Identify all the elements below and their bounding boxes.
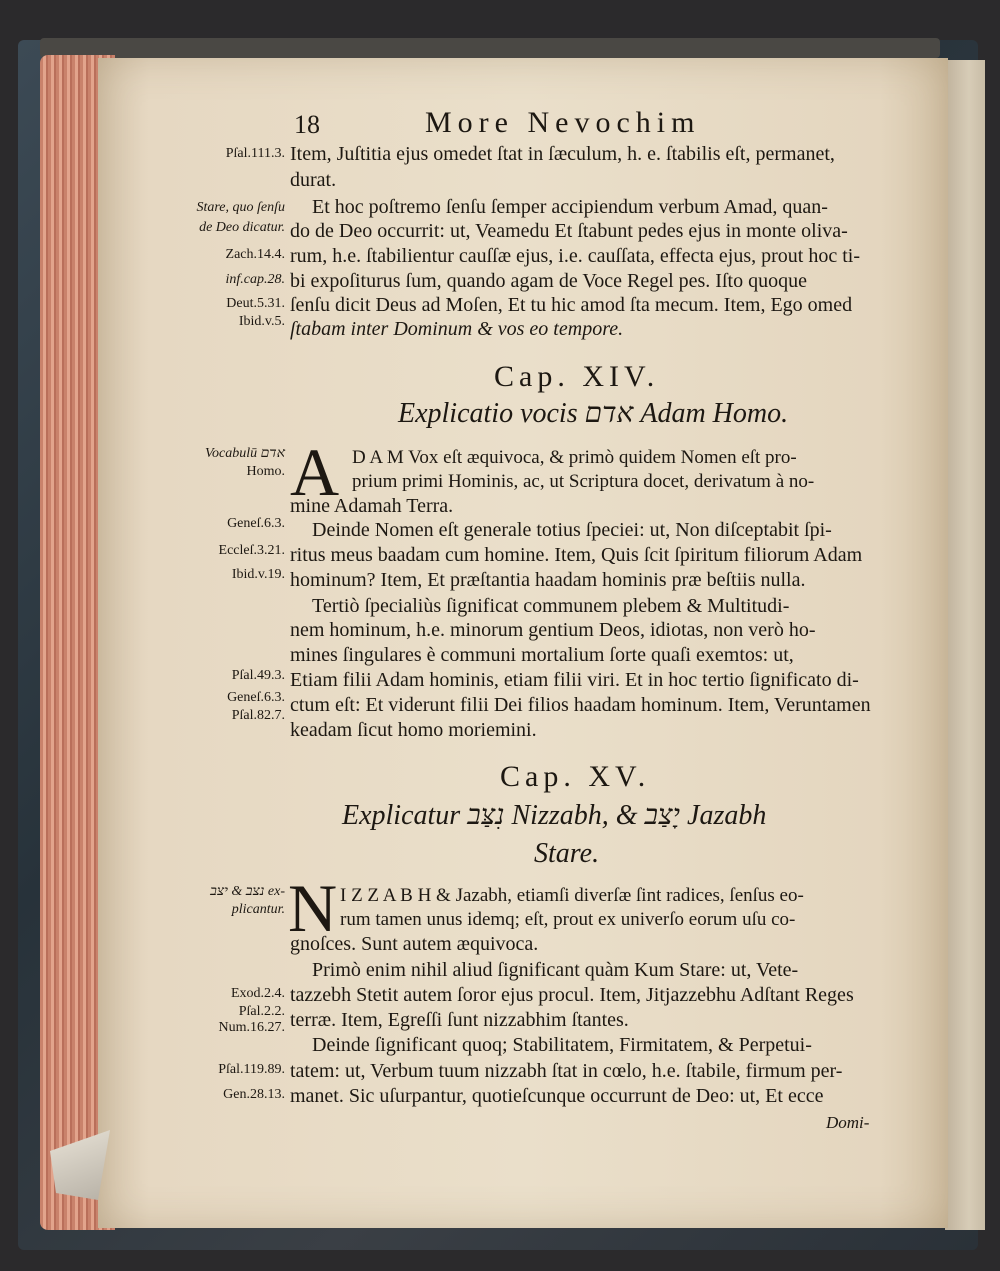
margin-note: Ibid.v.5. xyxy=(238,314,285,329)
text-line: nem hominum, h.e. minorum gentium Deos, idiotas, non verò ho- xyxy=(290,619,816,641)
margin-note: Pſal.82.7. xyxy=(231,708,285,723)
margin-note: Vocabulū אדם xyxy=(205,446,285,461)
text-line: Deinde ſignificant quoq; Stabilitatem, Firmitatem, & Perpetui- xyxy=(312,1034,812,1056)
margin-note: Pſal.2.2. xyxy=(238,1004,285,1019)
margin-note: Num.16.27. xyxy=(218,1020,285,1035)
text-line: manet. Sic uſurpantur, quotieſcunque occurrunt de Deo: ut, Et ecce xyxy=(290,1085,824,1107)
text-line: tazzebh Stetit autem ſoror ejus procul. Item, Jitjazzebhu Adſtant Reges xyxy=(290,984,854,1006)
text-line: prium primi Hominis, ac, ut Scriptura docet, derivatum à no- xyxy=(352,471,815,492)
margin-note: Homo. xyxy=(246,464,285,479)
text-line: do de Deo occurrit: ut, Veamedu Et ſtabunt pedes ejus in monte oliva- xyxy=(290,220,848,242)
text-line: bi expoſiturus ſum, quando agam de Voce Regel pes. Iſto quoque xyxy=(290,270,807,292)
text-line: D A M Vox eſt æquivoca, & primò quidem Nomen eſt pro- xyxy=(352,447,797,468)
chapter-subheading: Explicatur נִצַּב Nizzabh, & יָצַב Jazabh xyxy=(342,800,767,831)
text-line: ctum eſt: Et viderunt filii Dei filios haadam hominum. Item, Veruntamen xyxy=(290,694,871,716)
margin-note: Ibid.v.19. xyxy=(231,567,285,582)
margin-note: Exod.2.4. xyxy=(230,986,285,1001)
margin-note: Geneſ.6.3. xyxy=(227,516,285,531)
margin-note: Eccleſ.3.21. xyxy=(218,543,285,558)
margin-note: inf.cap.28. xyxy=(225,272,285,287)
text-line: mine Adamah Terra. xyxy=(290,495,454,517)
margin-note: Pſal.119.89. xyxy=(218,1062,285,1077)
text-line: mines ſingulares è communi mortalium ſorte quaſi exemtos: ut, xyxy=(290,644,794,666)
margin-note: נצב & יצב ex- xyxy=(210,884,285,899)
chapter-subheading: Stare. xyxy=(534,838,600,869)
margin-note: de Deo dicatur. xyxy=(199,220,285,235)
text-line: I Z Z A B H & Jazabh, etiamſi diverſæ ſint radices, ſenſus eo- xyxy=(340,885,804,906)
margin-note: Geneſ.6.3. xyxy=(227,690,285,705)
text-line: Et hoc poſtremo ſenſu ſemper accipiendum verbum Amad, quan- xyxy=(312,196,828,218)
text-line: ritus meus baadam cum homine. Item, Quis ſcit ſpiritum filiorum Adam xyxy=(290,544,863,566)
margin-note: plicantur. xyxy=(231,902,285,917)
text-line: Primò enim nihil aliud ſignificant quàm Kum Stare: ut, Vete- xyxy=(312,959,799,981)
chapter-subheading: Explicatio vocis אדם Adam Homo. xyxy=(398,398,789,429)
text-line: Etiam filii Adam hominis, etiam filii viri. Et in hoc tertio ſignificato di- xyxy=(290,669,859,691)
text-line: Tertiò ſpecialiùs ſignificat communem plebem & Multitudi- xyxy=(312,595,790,617)
text-line: hominum? Item, Et præſtantia haadam hominis præ beſtiis nulla. xyxy=(290,569,806,591)
text-line: ſenſu dicit Deus ad Moſen, Et tu hic amod ſta mecum. Item, Ego omed xyxy=(290,294,853,316)
margin-note: Pſal.111.3. xyxy=(225,146,285,161)
running-title: More Nevochim xyxy=(425,106,701,139)
text-line: tatem: ut, Verbum tuum nizzabh ſtat in cœlo, h.e. ſtabile, firmum per- xyxy=(290,1060,843,1082)
text-line: terræ. Item, Egreſſi ſunt nizzabhim ſtantes. xyxy=(290,1009,629,1031)
chapter-heading: Cap. XV. xyxy=(500,760,651,793)
margin-note: Zach.14.4. xyxy=(225,247,285,262)
text-line: keadam ſicut homo moriemini. xyxy=(290,719,537,741)
text-line: durat. xyxy=(290,169,337,191)
text-line: Item, Juſtitia ejus omedet ſtat in ſæculum, h. e. ſtabilis eſt, permanet, xyxy=(290,143,835,165)
drop-cap: N xyxy=(288,870,338,946)
margin-note: Gen.28.13. xyxy=(223,1087,285,1102)
text-line: rum tamen unus idemq; eſt, prout ex univerſo eorum uſu co- xyxy=(340,909,796,930)
text-line: ſtabam inter Dominum & vos eo tempore. xyxy=(290,318,624,340)
chapter-heading: Cap. XIV. xyxy=(494,360,660,393)
text-line: rum, h.e. ſtabilientur cauſſæ ejus, i.e. cauſſata, effecta ejus, prout hoc ti- xyxy=(290,245,860,267)
page-number: 18 xyxy=(294,110,320,139)
margin-note: Stare, quo ſenſu xyxy=(196,200,285,215)
text-line: gnoſces. Sunt autem æquivoca. xyxy=(290,933,539,955)
facing-page-edge xyxy=(945,60,985,1230)
margin-note: Deut.5.31. xyxy=(226,296,285,311)
drop-cap: A xyxy=(290,434,340,510)
margin-note: Pſal.49.3. xyxy=(231,668,285,683)
text-line: Deinde Nomen eſt generale totius ſpeciei: ut, Non diſceptabit ſpi- xyxy=(312,519,832,541)
catchword: Domi- xyxy=(826,1113,870,1132)
book-spine-top xyxy=(40,38,940,58)
